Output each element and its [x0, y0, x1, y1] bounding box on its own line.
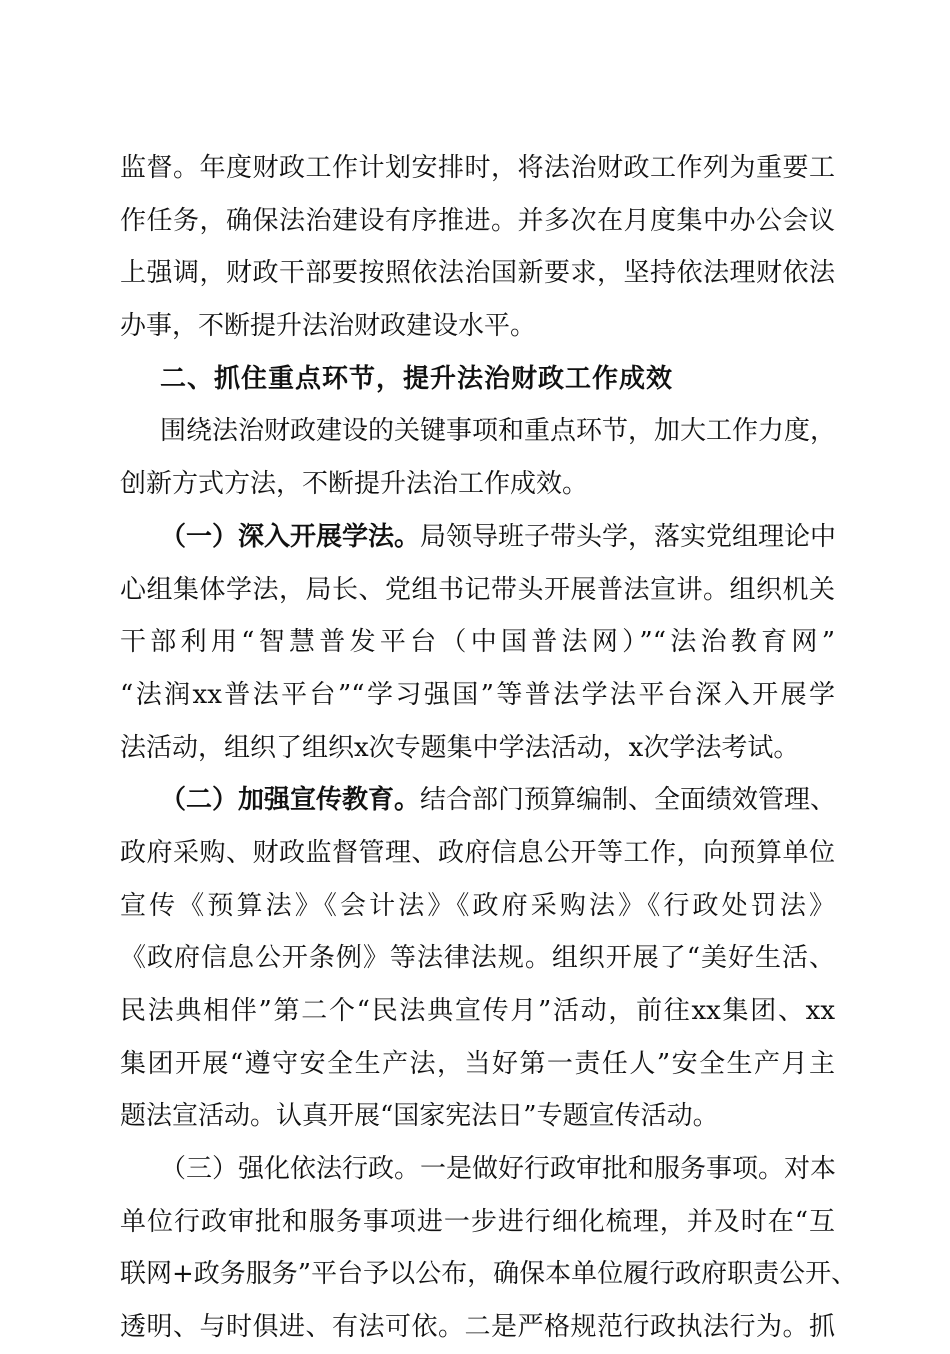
document-body — [120, 142, 858, 1354]
body-line: 透明、与时俱进、有法可依。二是严格规范行政执法行为。抓 — [120, 1312, 835, 1343]
body-line: 题法宣活动。认真开展“国家宪法日”专题宣传活动。 — [120, 1101, 719, 1132]
body-line: 民法典相伴”第二个“民法典宣传月”活动，前往xx集团、xx — [120, 996, 835, 1026]
body-line: 联网+政务服务”平台予以公布，确保本单位履行政府职责公开、 — [120, 1259, 858, 1290]
subsection-text: 结合部门预算编制、全面绩效管理、 — [420, 785, 837, 816]
body-line: 创新方式方法，不断提升法治工作成效。 — [120, 469, 589, 500]
body-line: 干部利用“智慧普发平台（中国普法网）”“法治教育网” — [120, 627, 835, 658]
subsection-lead: （二）加强宣传教育。 — [160, 785, 421, 816]
section-heading: 二、抓住重点环节，提升法治财政工作成效 — [160, 363, 674, 394]
body-line: 心组集体学法，局长、党组书记带头开展普法宣讲。组织机关 — [120, 574, 835, 605]
body-line: “法润xx普法平台”“学习强国”等普法学法平台深入开展学 — [120, 679, 835, 710]
body-line: 宣传《预算法》《会计法》《政府采购法》《行政处罚法》 — [120, 890, 835, 921]
body-line: 《政府信息公开条例》等法律法规。组织开展了“美好生活、 — [120, 943, 835, 974]
subsection-text: 局领导班子带头学，落实党组理论中 — [420, 521, 837, 552]
body-line: 政府采购、财政监督管理、政府信息公开等工作，向预算单位 — [120, 837, 835, 868]
subsection-line — [120, 774, 835, 827]
body-line: 上强调，财政干部要按照依法治国新要求，坚持依法理财依法 — [120, 258, 835, 289]
body-line: 单位行政审批和服务事项进一步进行细化梳理，并及时在“互 — [120, 1206, 835, 1237]
body-line: 围绕法治财政建设的关键事项和重点环节，加大工作力度， — [160, 416, 837, 447]
body-line: 监督。年度财政工作计划安排时，将法治财政工作列为重要工 — [120, 153, 835, 183]
subsection-lead: （一）深入开展学法。 — [160, 521, 421, 552]
body-line: 集团开展“遵守安全生产法，当好第一责任人”安全生产月主 — [120, 1048, 835, 1079]
body-line: 法活动，组织了组织x次专题集中学法活动，x次学法考试。 — [120, 732, 800, 763]
body-line: 作任务，确保法治建设有序推进。并多次在月度集中办公会议 — [120, 205, 835, 236]
body-line: 办事，不断提升法治财政建设水平。 — [120, 311, 537, 342]
subsection-line — [120, 511, 835, 564]
body-line: （三）强化依法行政。一是做好行政审批和服务事项。对本 — [160, 1154, 837, 1185]
